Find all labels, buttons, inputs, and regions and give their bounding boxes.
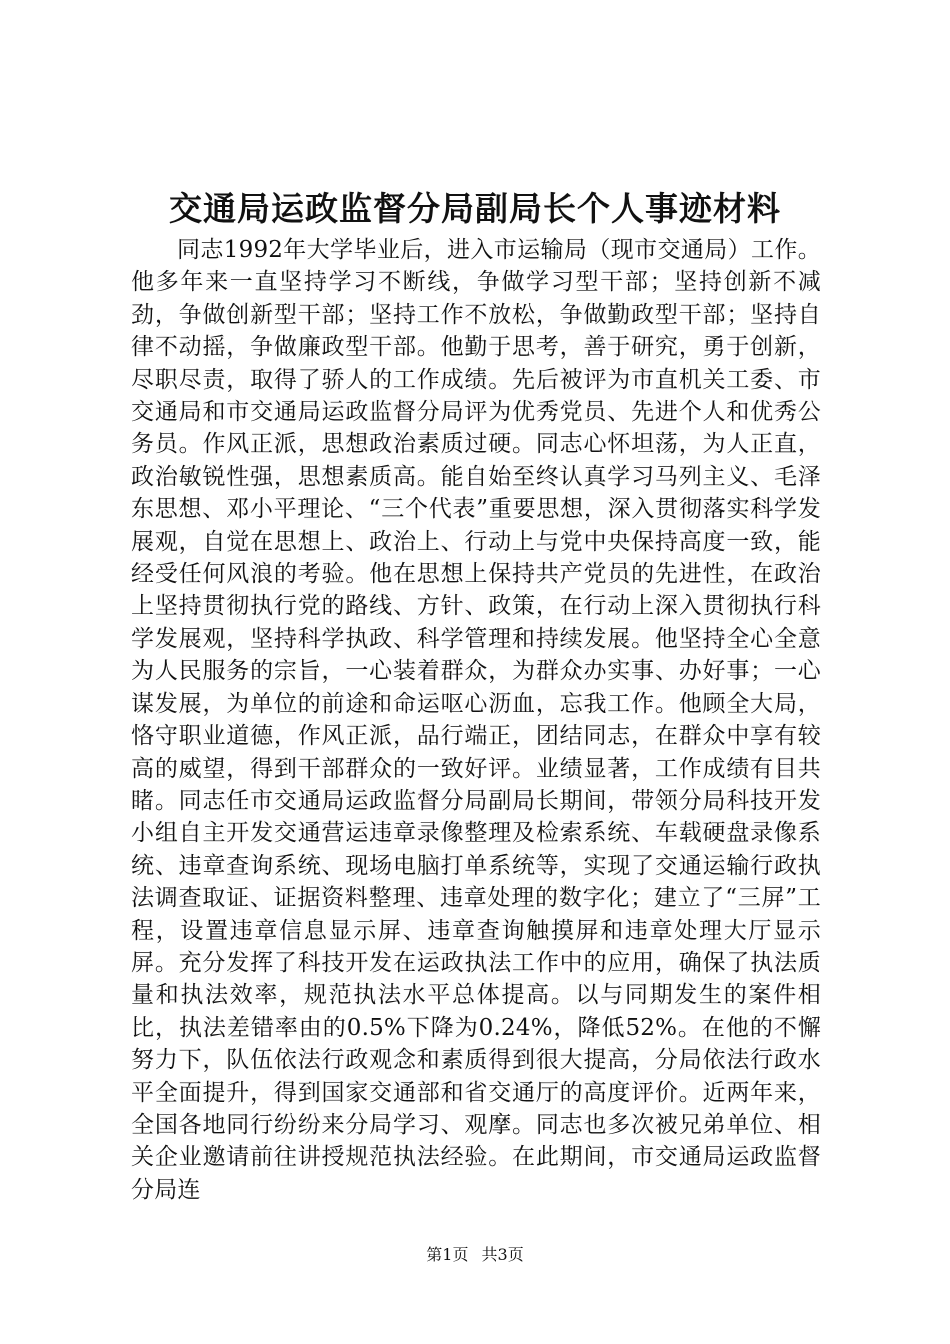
- page-footer: [0, 1243, 950, 1267]
- page-total: 共3页: [481, 1245, 524, 1264]
- document-title: 交通局运政监督分局副局长个人事迹材料: [169, 189, 781, 228]
- body-paragraph: 同志1992年大学毕业后，进入市运输局（现市交通局）工作。他多年来一直坚持学习不断线，争做学习型干部；坚持创新不减劲，争做创新型干部；坚持工作不放松，争做勤政型干部；坚持自律不动摇，争做廉政型干部。他勤于思考，善于研究，勇于创新，尽职尽责，取得了骄人的工作成绩。先后被评为市直机关工委、市交通局和市交通局运政监督分局评为优秀党员、先进个人和优秀公务员。作风正派，思想政治素质过硬。同志心怀坦荡，为人正直，政治敏锐性强，思想素质高。能自始至终认真学习马列主义、毛泽东思想、邓小平理论、“三个代表”重要思想，深入贯彻落实科学发展观，自觉在思想上、政治上、行动上与党中央保持高度一致，能经受任何风浪的考验。他在思想上保持共产党员的先进性，在政治上坚持贯彻执行党的路线、方针、政策，在行动上深入贯彻执行科学发展观，坚持科学执政、科学管理和持续发展。他坚持全心全意为人民服务的宗旨，一心装着群众，为群众办实事、办好事；一心谋发展，为单位的前途和命运呕心沥血，忘我工作。他顾全大局，恪守职业道德，作风正派，品行端正，团结同志，在群众中享有较高的威望，得到干部群众的一致好评。业绩显著，工作成绩有目共睹。同志任市交通局运政监督分局副局长期间，带领分局科技开发小组自主开发交通营运违章录像整理及检索系统、车载硬盘录像系统、违章查询系统、现场电脑打单系统等，实现了交通运输行政执法调查取证、证据资料整理、违章处理的数字化；建立了“三屏”工程，设置违章信息显示屏、违章查询触摸屏和违章处理大厅显示屏。充分发挥了科技开发在运政执法工作中的应用，确保了执法质量和执法效率，规范执法水平总体提高。以与同期发生的案件相比，执法差错率由的0.5%下降为0.24%，降低52%。在他的不懈努力下，队伍依法行政观念和素质得到很大提高，分局依法行政水平全面提升，得到国家交通部和省交通厅的高度评价。近两年来，全国各地同行纷纷来分局学习、观摩。同志也多次被兄弟单位、相关企业邀请前往讲授规范执法经验。在此期间，市交通局运政监督分局连: [131, 237, 821, 1203]
- page-number: 第1页: [426, 1245, 469, 1264]
